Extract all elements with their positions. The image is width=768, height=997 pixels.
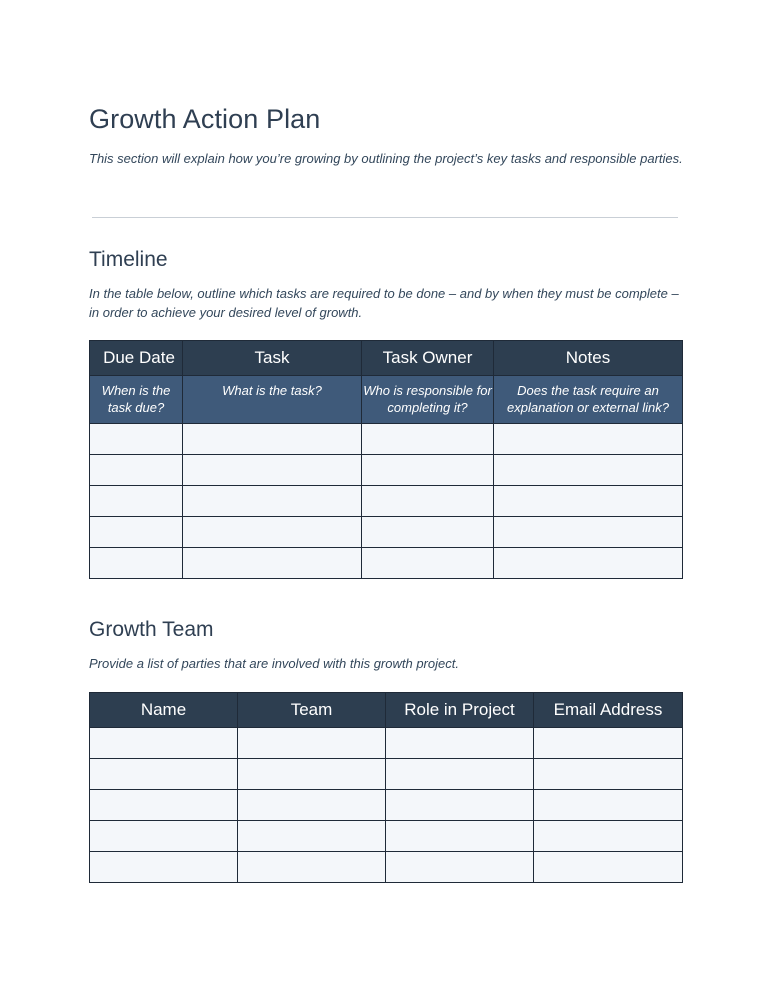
team-header-team: Team	[238, 693, 386, 728]
timeline-hint-due-date: When is the task due?	[90, 376, 183, 424]
table-cell[interactable]	[90, 455, 183, 486]
growth-team-title: Growth Team	[89, 618, 214, 641]
table-row	[90, 486, 683, 517]
table-row	[90, 790, 683, 821]
table-cell[interactable]	[90, 517, 183, 548]
timeline-hint-notes: Does the task require an explanation or external link?	[494, 376, 683, 424]
table-cell[interactable]	[90, 821, 238, 852]
table-cell[interactable]	[238, 728, 386, 759]
timeline-header-notes: Notes	[494, 341, 683, 376]
section-divider	[92, 217, 678, 218]
table-cell[interactable]	[362, 548, 494, 579]
table-cell[interactable]	[90, 548, 183, 579]
growth-team-header-row	[90, 693, 683, 728]
table-cell[interactable]	[494, 486, 683, 517]
table-cell[interactable]	[534, 790, 683, 821]
growth-team-table	[89, 692, 683, 883]
table-cell[interactable]	[90, 759, 238, 790]
table-cell[interactable]	[534, 759, 683, 790]
table-cell[interactable]	[386, 790, 534, 821]
table-cell[interactable]	[362, 455, 494, 486]
timeline-header-task-owner: Task Owner	[362, 341, 494, 376]
table-cell[interactable]	[386, 821, 534, 852]
table-cell[interactable]	[386, 852, 534, 883]
timeline-header-task: Task	[183, 341, 362, 376]
table-row	[90, 821, 683, 852]
table-row	[90, 455, 683, 486]
table-cell[interactable]	[362, 486, 494, 517]
table-cell[interactable]	[183, 517, 362, 548]
timeline-hint-task: What is the task?	[183, 376, 362, 424]
timeline-header-due-date: Due Date	[90, 341, 183, 376]
table-cell[interactable]	[362, 424, 494, 455]
table-cell[interactable]	[494, 517, 683, 548]
table-cell[interactable]	[386, 728, 534, 759]
table-row	[90, 424, 683, 455]
table-cell[interactable]	[238, 821, 386, 852]
table-cell[interactable]	[494, 424, 683, 455]
table-row	[90, 548, 683, 579]
intro-text: This section will explain how you’re growing by outlining the project’s key tasks and responsible parties.	[89, 151, 683, 166]
table-cell[interactable]	[183, 424, 362, 455]
table-cell[interactable]	[90, 852, 238, 883]
table-cell[interactable]	[494, 548, 683, 579]
table-cell[interactable]	[386, 759, 534, 790]
team-header-role: Role in Project	[386, 693, 534, 728]
table-row	[90, 759, 683, 790]
table-row	[90, 728, 683, 759]
growth-team-description: Provide a list of parties that are involved with this growth project.	[89, 656, 459, 671]
table-cell[interactable]	[183, 548, 362, 579]
team-header-email: Email Address	[534, 693, 683, 728]
timeline-hint-row	[90, 376, 683, 424]
table-row	[90, 517, 683, 548]
table-cell[interactable]	[90, 424, 183, 455]
timeline-description: In the table below, outline which tasks are required to be done – and by when they must be complete – in order to achieve your desired level of growth.	[89, 286, 679, 320]
table-cell[interactable]	[238, 790, 386, 821]
timeline-hint-task-owner: Who is responsible for completing it?	[362, 376, 494, 424]
table-row	[90, 852, 683, 883]
table-cell[interactable]	[183, 455, 362, 486]
table-cell[interactable]	[90, 790, 238, 821]
page-title: Growth Action Plan	[89, 104, 321, 134]
table-cell[interactable]	[494, 455, 683, 486]
table-cell[interactable]	[90, 728, 238, 759]
table-cell[interactable]	[534, 852, 683, 883]
timeline-header-row	[90, 341, 683, 376]
table-cell[interactable]	[183, 486, 362, 517]
table-cell[interactable]	[362, 517, 494, 548]
team-header-name: Name	[90, 693, 238, 728]
table-cell[interactable]	[238, 852, 386, 883]
table-cell[interactable]	[534, 728, 683, 759]
table-cell[interactable]	[534, 821, 683, 852]
table-cell[interactable]	[238, 759, 386, 790]
timeline-title: Timeline	[89, 248, 168, 271]
table-cell[interactable]	[90, 486, 183, 517]
timeline-table	[89, 340, 683, 579]
